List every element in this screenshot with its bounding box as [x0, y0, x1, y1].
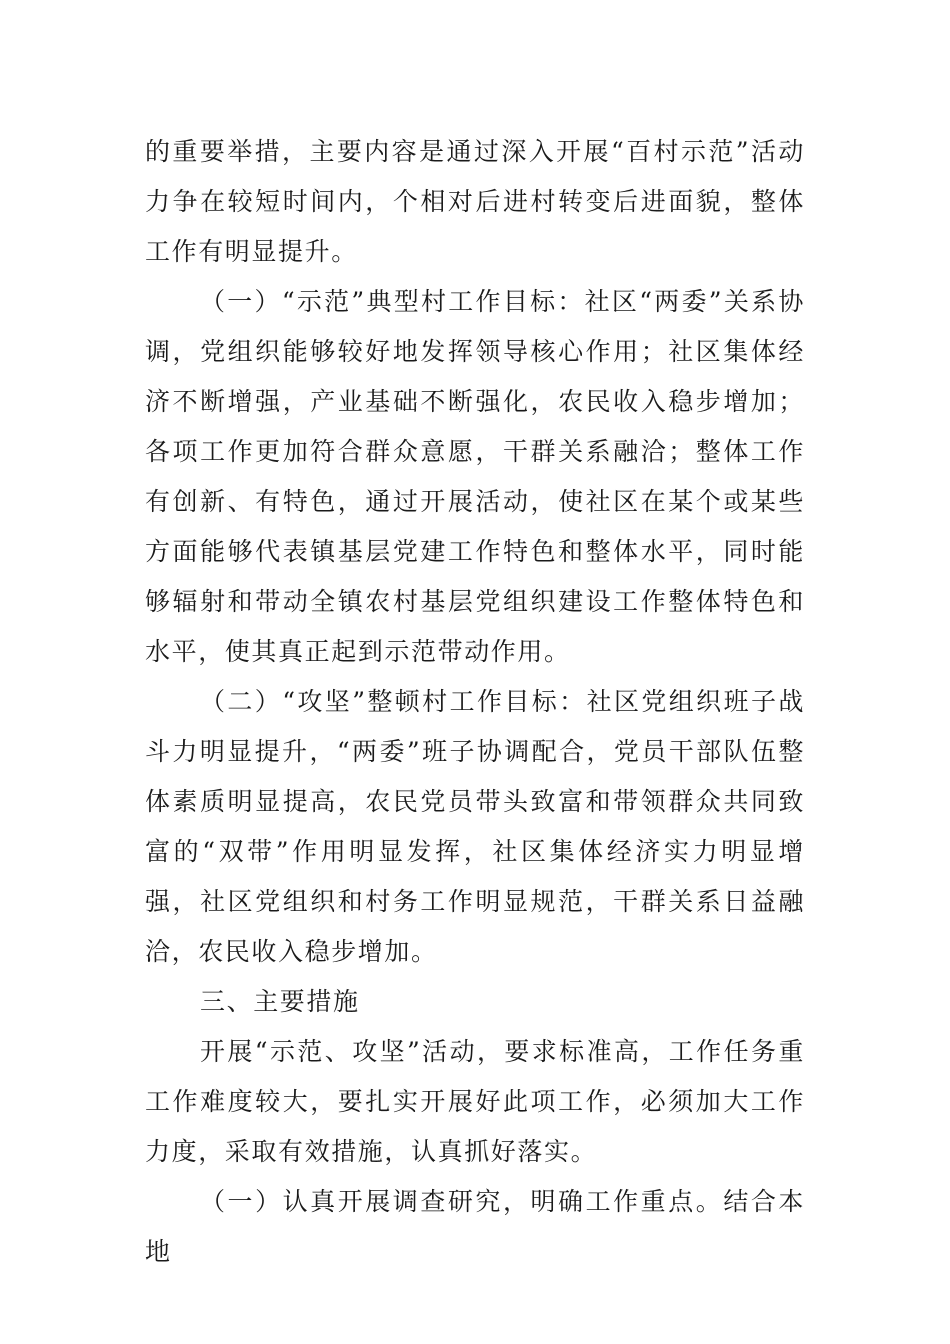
section-heading-main-measures: 三、主要措施 — [200, 987, 360, 1016]
paragraph-research: （一）认真开展调查研究，明确工作重点。结合本地 — [145, 1187, 805, 1266]
paragraph-demonstration-goal: （一）“示范”典型村工作目标：社区“两委”关系协调，党组织能够较好地发挥领导核心作用；社区集体经济不断增强，产业基础不断强化，农民收入稳步增加；各项工作更加符合群众意愿，干群关系融洽；整体工作有创新、有特色，通过开展活动，使社区在某个或某些方面能够代表镇基层党建工作特色和整体水平，同时能够辐射和带动全镇农村基层党组织建设工作整体特色和水平，使其真正起到示范带动作用。 — [145, 287, 805, 666]
paragraph-continuation: 的重要举措，主要内容是通过深入开展“百村示范”活动力争在较短时间内，个相对后进村转变后进面貌，整体工作有明显提升。 — [145, 137, 805, 266]
document-body — [145, 127, 805, 1277]
paragraph-tackling-goal: （二）“攻坚”整顿村工作目标：社区党组织班子战斗力明显提升，“两委”班子协调配合，党员干部队伍整体素质明显提高，农民党员带头致富和带领群众共同致富的“双带”作用明显发挥，社区集体经济实力明显增强，社区党组织和村务工作明显规范，干群关系日益融洽，农民收入稳步增加。 — [145, 687, 805, 966]
paragraph-measures-intro: 开展“示范、攻坚”活动，要求标准高，工作任务重工作难度较大，要扎实开展好此项工作，必须加大工作力度，采取有效措施，认真抓好落实。 — [145, 1037, 805, 1166]
